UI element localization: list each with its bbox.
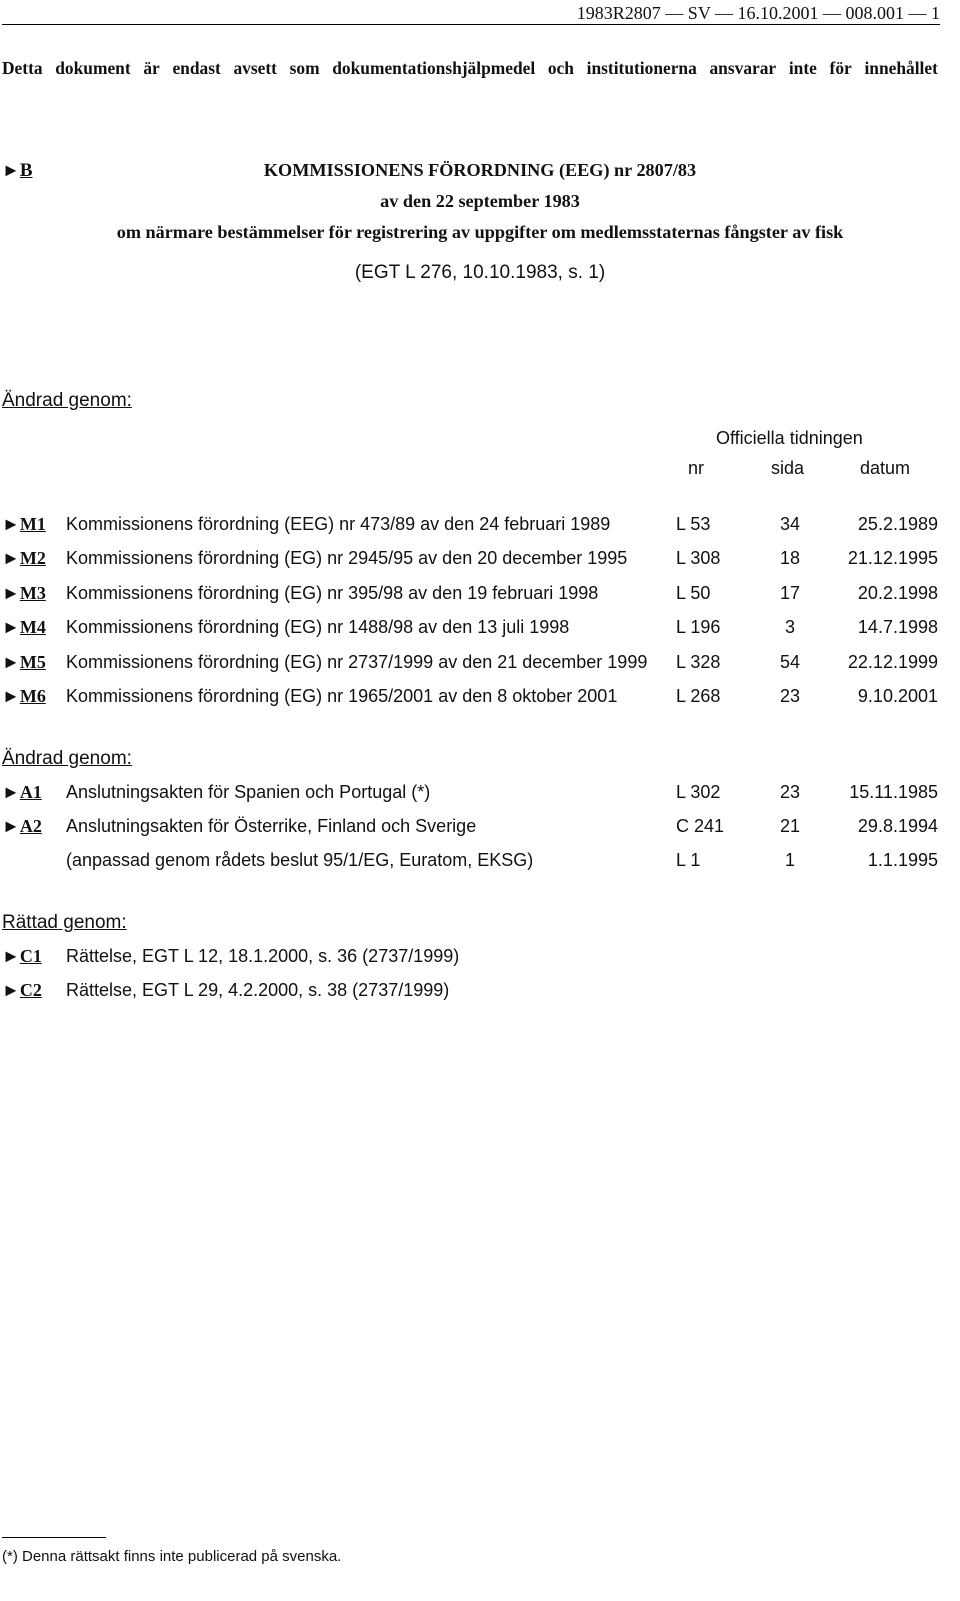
right-triangle-icon: ► [2, 548, 20, 568]
amendment-marker[interactable] [2, 514, 46, 535]
regulation-date: av den 22 september 1983 [380, 191, 580, 211]
amendment-description: Anslutningsakten för Österrike, Finland och Sverige [66, 816, 477, 836]
corrigendum-row [0, 980, 960, 1010]
oj-date: 15.11.1985 [849, 782, 938, 802]
amendment-description: Anslutningsakten för Spanien och Portugal (*) [66, 782, 431, 802]
amendment-row [0, 652, 960, 682]
amendment-row [0, 617, 960, 647]
marker-link[interactable]: C2 [19, 980, 42, 1000]
amendment-description: Kommissionens förordning (EEG) nr 473/89 av den 24 februari 1989 [66, 514, 611, 534]
oj-number: L 50 [676, 583, 711, 603]
amendment-marker[interactable] [2, 617, 46, 638]
official-journal-heading: Officiella tidningen [716, 428, 863, 448]
accession-row [0, 782, 960, 812]
corrigendum-marker[interactable] [2, 980, 42, 1001]
disclaimer-word: inte [788, 58, 817, 78]
oj-number: L 53 [676, 514, 711, 534]
footnote: (*) Denna rättsakt finns inte publicerad på svenska. [2, 1548, 342, 1565]
right-triangle-icon: ► [2, 946, 20, 966]
oj-number: L 328 [676, 652, 721, 672]
amendment-marker[interactable] [2, 652, 46, 673]
oj-date: 14.7.1998 [857, 617, 938, 637]
corrigendum-row [0, 946, 960, 976]
disclaimer-word: för [829, 58, 852, 78]
footnote-divider [2, 1537, 106, 1538]
oj-page: 34 [779, 514, 801, 534]
disclaimer-word: och [547, 58, 574, 78]
right-triangle-icon: ► [2, 652, 20, 672]
disclaimer-word: innehållet [864, 58, 938, 78]
amendment-row [0, 686, 960, 716]
amendment-row [0, 514, 960, 544]
regulation-title: KOMMISSIONENS FÖRORDNING (EEG) nr 2807/83 [263, 160, 697, 180]
amendment-description: Kommissionens förordning (EG) nr 1488/98 av den 13 juli 1998 [66, 617, 570, 637]
regulation-subject: om närmare bestämmelser för registrering av uppgifter om medlemsstaternas fångster av fisk [116, 222, 844, 242]
marker-link[interactable]: M4 [19, 617, 46, 637]
column-nr: nr [688, 458, 705, 478]
disclaimer-word: endast [172, 58, 221, 78]
right-triangle-icon: ► [2, 816, 20, 836]
right-triangle-icon: ► [2, 617, 20, 637]
disclaimer-word: institutionerna [586, 58, 697, 78]
amended-by-heading: Ändrad genom: [2, 390, 132, 411]
corrigendum-marker[interactable] [2, 946, 42, 967]
marker-link[interactable]: A2 [19, 816, 42, 836]
corrected-by-heading: Rättad genom: [2, 912, 127, 933]
marker-link[interactable]: A1 [19, 782, 42, 802]
oj-date: 20.2.1998 [857, 583, 938, 603]
oj-number: L 196 [676, 617, 721, 637]
oj-page: 3 [784, 617, 795, 637]
oj-page: 21 [779, 816, 801, 836]
marker-link[interactable]: M6 [19, 686, 46, 706]
right-triangle-icon: ► [2, 782, 20, 802]
marker-link[interactable]: M3 [19, 583, 46, 603]
disclaimer-word: Detta [2, 58, 43, 78]
disclaimer-word: är [143, 58, 160, 78]
oj-page: 18 [779, 548, 801, 568]
amendment-marker[interactable] [2, 548, 46, 569]
page-header-reference: 1983R2807 — SV — 16.10.2001 — 008.001 — 1 [576, 3, 940, 23]
oj-number: C 241 [676, 816, 725, 836]
marker-link[interactable]: M1 [19, 514, 46, 534]
amendment-description: Kommissionens förordning (EG) nr 2737/1999 av den 21 december 1999 [66, 652, 648, 672]
column-datum: datum [860, 458, 911, 478]
amendment-marker[interactable] [2, 782, 42, 803]
oj-date: 1.1.1995 [867, 850, 938, 870]
amendment-marker[interactable] [2, 686, 46, 707]
amendment-row [0, 583, 960, 613]
right-triangle-icon: ► [2, 980, 20, 1000]
oj-number: L 1 [676, 850, 701, 870]
oj-date: 9.10.2001 [857, 686, 938, 706]
oj-number: L 308 [676, 548, 721, 568]
amendment-marker[interactable] [2, 816, 42, 837]
oj-date: 25.2.1989 [857, 514, 938, 534]
disclaimer [2, 58, 938, 79]
marker-link[interactable]: M2 [19, 548, 46, 568]
disclaimer-word: dokument [55, 58, 131, 78]
disclaimer-word: som [289, 58, 320, 78]
oj-number: L 268 [676, 686, 721, 706]
disclaimer-word: avsett [233, 58, 277, 78]
oj-date: 22.12.1999 [847, 652, 938, 672]
header-divider [2, 24, 940, 25]
oj-date: 29.8.1994 [857, 816, 938, 836]
regulation-source: (EGT L 276, 10.10.1983, s. 1) [354, 262, 606, 283]
column-sida: sida [771, 458, 805, 478]
corrigendum-description: Rättelse, EGT L 12, 18.1.2000, s. 36 (2737/1999) [66, 946, 460, 966]
amendment-description: Kommissionens förordning (EG) nr 395/98 av den 19 februari 1998 [66, 583, 599, 603]
oj-page: 1 [784, 850, 795, 870]
marker-link[interactable]: C1 [19, 946, 42, 966]
marker-link[interactable]: M5 [19, 652, 46, 672]
right-triangle-icon: ► [2, 583, 20, 603]
disclaimer-word: dokumentationshjälpmedel [332, 58, 536, 78]
oj-page: 54 [779, 652, 801, 672]
oj-page: 17 [779, 583, 801, 603]
amendment-description: (anpassad genom rådets beslut 95/1/EG, Euratom, EKSG) [66, 850, 534, 870]
amendment-marker[interactable] [2, 583, 46, 604]
amendment-row [0, 548, 960, 578]
accession-row [0, 816, 960, 846]
right-triangle-icon: ► [2, 160, 20, 180]
amendment-description: Kommissionens förordning (EG) nr 2945/95 av den 20 december 1995 [66, 548, 628, 568]
corrigendum-description: Rättelse, EGT L 29, 4.2.2000, s. 38 (2737/1999) [66, 980, 450, 1000]
oj-number: L 302 [676, 782, 721, 802]
base-marker-link[interactable]: B [19, 160, 33, 181]
disclaimer-word: ansvarar [709, 58, 777, 78]
right-triangle-icon: ► [2, 686, 20, 706]
oj-date: 21.12.1995 [847, 548, 938, 568]
amended-by-heading-accession: Ändrad genom: [2, 748, 132, 769]
amendment-description: Kommissionens förordning (EG) nr 1965/2001 av den 8 oktober 2001 [66, 686, 618, 706]
oj-page: 23 [779, 782, 801, 802]
right-triangle-icon: ► [2, 514, 20, 534]
accession-row [0, 850, 960, 880]
oj-page: 23 [779, 686, 801, 706]
